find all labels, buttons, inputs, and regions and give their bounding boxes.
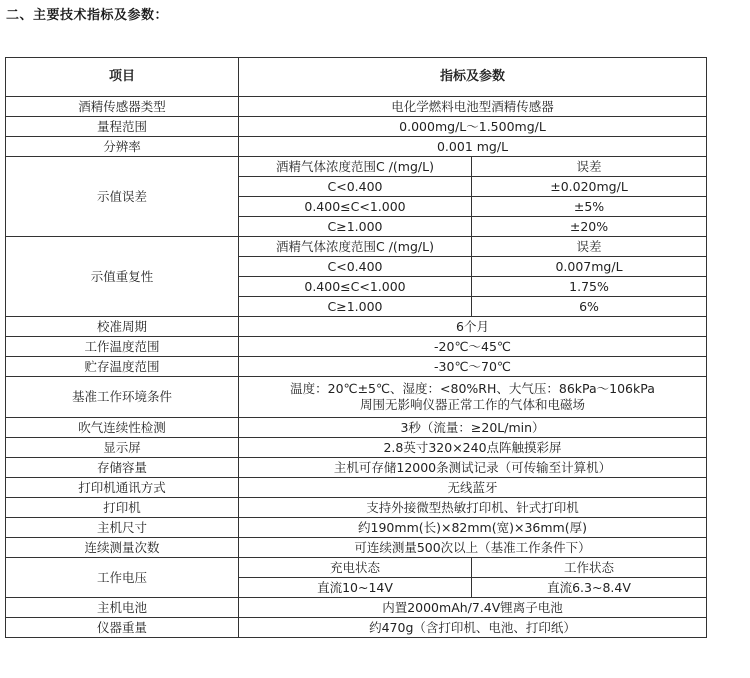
row-value [239,377,707,418]
sub-header-error: 误差 [472,237,707,257]
row-label: 贮存温度范围 [6,357,239,377]
row-value: 可连续测量500次以上（基准工作条件下） [239,538,707,558]
table-row [6,418,707,438]
sub-value: 6% [472,297,707,317]
table-row [6,357,707,377]
voltage-work-value: 直流6.3~8.4V [472,578,707,598]
row-value: -20℃～45℃ [239,337,707,357]
row-value: 0.001 mg/L [239,137,707,157]
sub-header-range: 酒精气体浓度范围C /(mg/L) [239,237,472,257]
row-value: 6个月 [239,317,707,337]
row-label: 示值重复性 [6,237,239,317]
spec-table [5,57,707,638]
sub-header-range: 酒精气体浓度范围C /(mg/L) [239,157,472,177]
row-value: 约470g（含打印机、电池、打印纸） [239,618,707,638]
row-value: 支持外接微型热敏打印机、针式打印机 [239,498,707,518]
row-label: 工作温度范围 [6,337,239,357]
table-row [6,377,707,418]
row-value: 0.000mg/L～1.500mg/L [239,117,707,137]
sub-range: C<0.400 [239,257,472,277]
table-header-row [6,58,707,97]
sub-range: 0.400≤C<1.000 [239,197,472,217]
sub-range: C≥1.000 [239,297,472,317]
row-value: 约190mm(长)×82mm(宽)×36mm(厚) [239,518,707,538]
row-value: 无线蓝牙 [239,478,707,498]
row-value: 电化学燃料电池型酒精传感器 [239,97,707,117]
row-value: 内置2000mAh/7.4V锂离子电池 [239,598,707,618]
table-row [6,618,707,638]
sub-range: C≥1.000 [239,217,472,237]
row-label: 校准周期 [6,317,239,337]
table-row [6,558,707,578]
row-label: 打印机 [6,498,239,518]
table-row [6,337,707,357]
row-label: 连续测量次数 [6,538,239,558]
environment-line-1: 温度：20℃±5℃、湿度：<80%RH、大气压：86kPa～106kPa [290,381,655,396]
table-row [6,237,707,257]
table-row [6,458,707,478]
row-label: 分辨率 [6,137,239,157]
voltage-work-label: 工作状态 [472,558,707,578]
row-label: 显示屏 [6,438,239,458]
table-row [6,97,707,117]
table-row [6,137,707,157]
table-row [6,598,707,618]
table-row [6,317,707,337]
row-label: 仪器重量 [6,618,239,638]
col-header-item: 项目 [6,58,239,97]
row-value: -30℃～70℃ [239,357,707,377]
row-label: 工作电压 [6,558,239,598]
section-heading: 二、主要技术指标及参数： [6,8,169,23]
row-value: 主机可存储12000条测试记录（可传输至计算机） [239,458,707,478]
table-row [6,478,707,498]
sub-range: 0.400≤C<1.000 [239,277,472,297]
sub-value: 1.75% [472,277,707,297]
row-label: 吹气连续性检测 [6,418,239,438]
table-row [6,157,707,177]
row-label: 存储容量 [6,458,239,478]
table-row [6,438,707,458]
table-row [6,117,707,137]
voltage-charge-value: 直流10~14V [239,578,472,598]
row-label: 酒精传感器类型 [6,97,239,117]
sub-value: ±20% [472,217,707,237]
col-header-value: 指标及参数 [239,58,707,97]
row-label: 量程范围 [6,117,239,137]
sub-header-error: 误差 [472,157,707,177]
row-label: 打印机通讯方式 [6,478,239,498]
row-label: 基准工作环境条件 [6,377,239,418]
row-label: 主机尺寸 [6,518,239,538]
sub-value: ±0.020mg/L [472,177,707,197]
table-row [6,538,707,558]
sub-value: ±5% [472,197,707,217]
row-value: 2.8英寸320×240点阵触摸彩屏 [239,438,707,458]
table-row [6,498,707,518]
sub-value: 0.007mg/L [472,257,707,277]
row-label: 主机电池 [6,598,239,618]
row-value: 3秒（流量：≥20L/min） [239,418,707,438]
voltage-charge-label: 充电状态 [239,558,472,578]
table-row [6,518,707,538]
row-label: 示值误差 [6,157,239,237]
sub-range: C<0.400 [239,177,472,197]
environment-line-2: 周围无影响仪器正常工作的气体和电磁场 [360,397,586,412]
